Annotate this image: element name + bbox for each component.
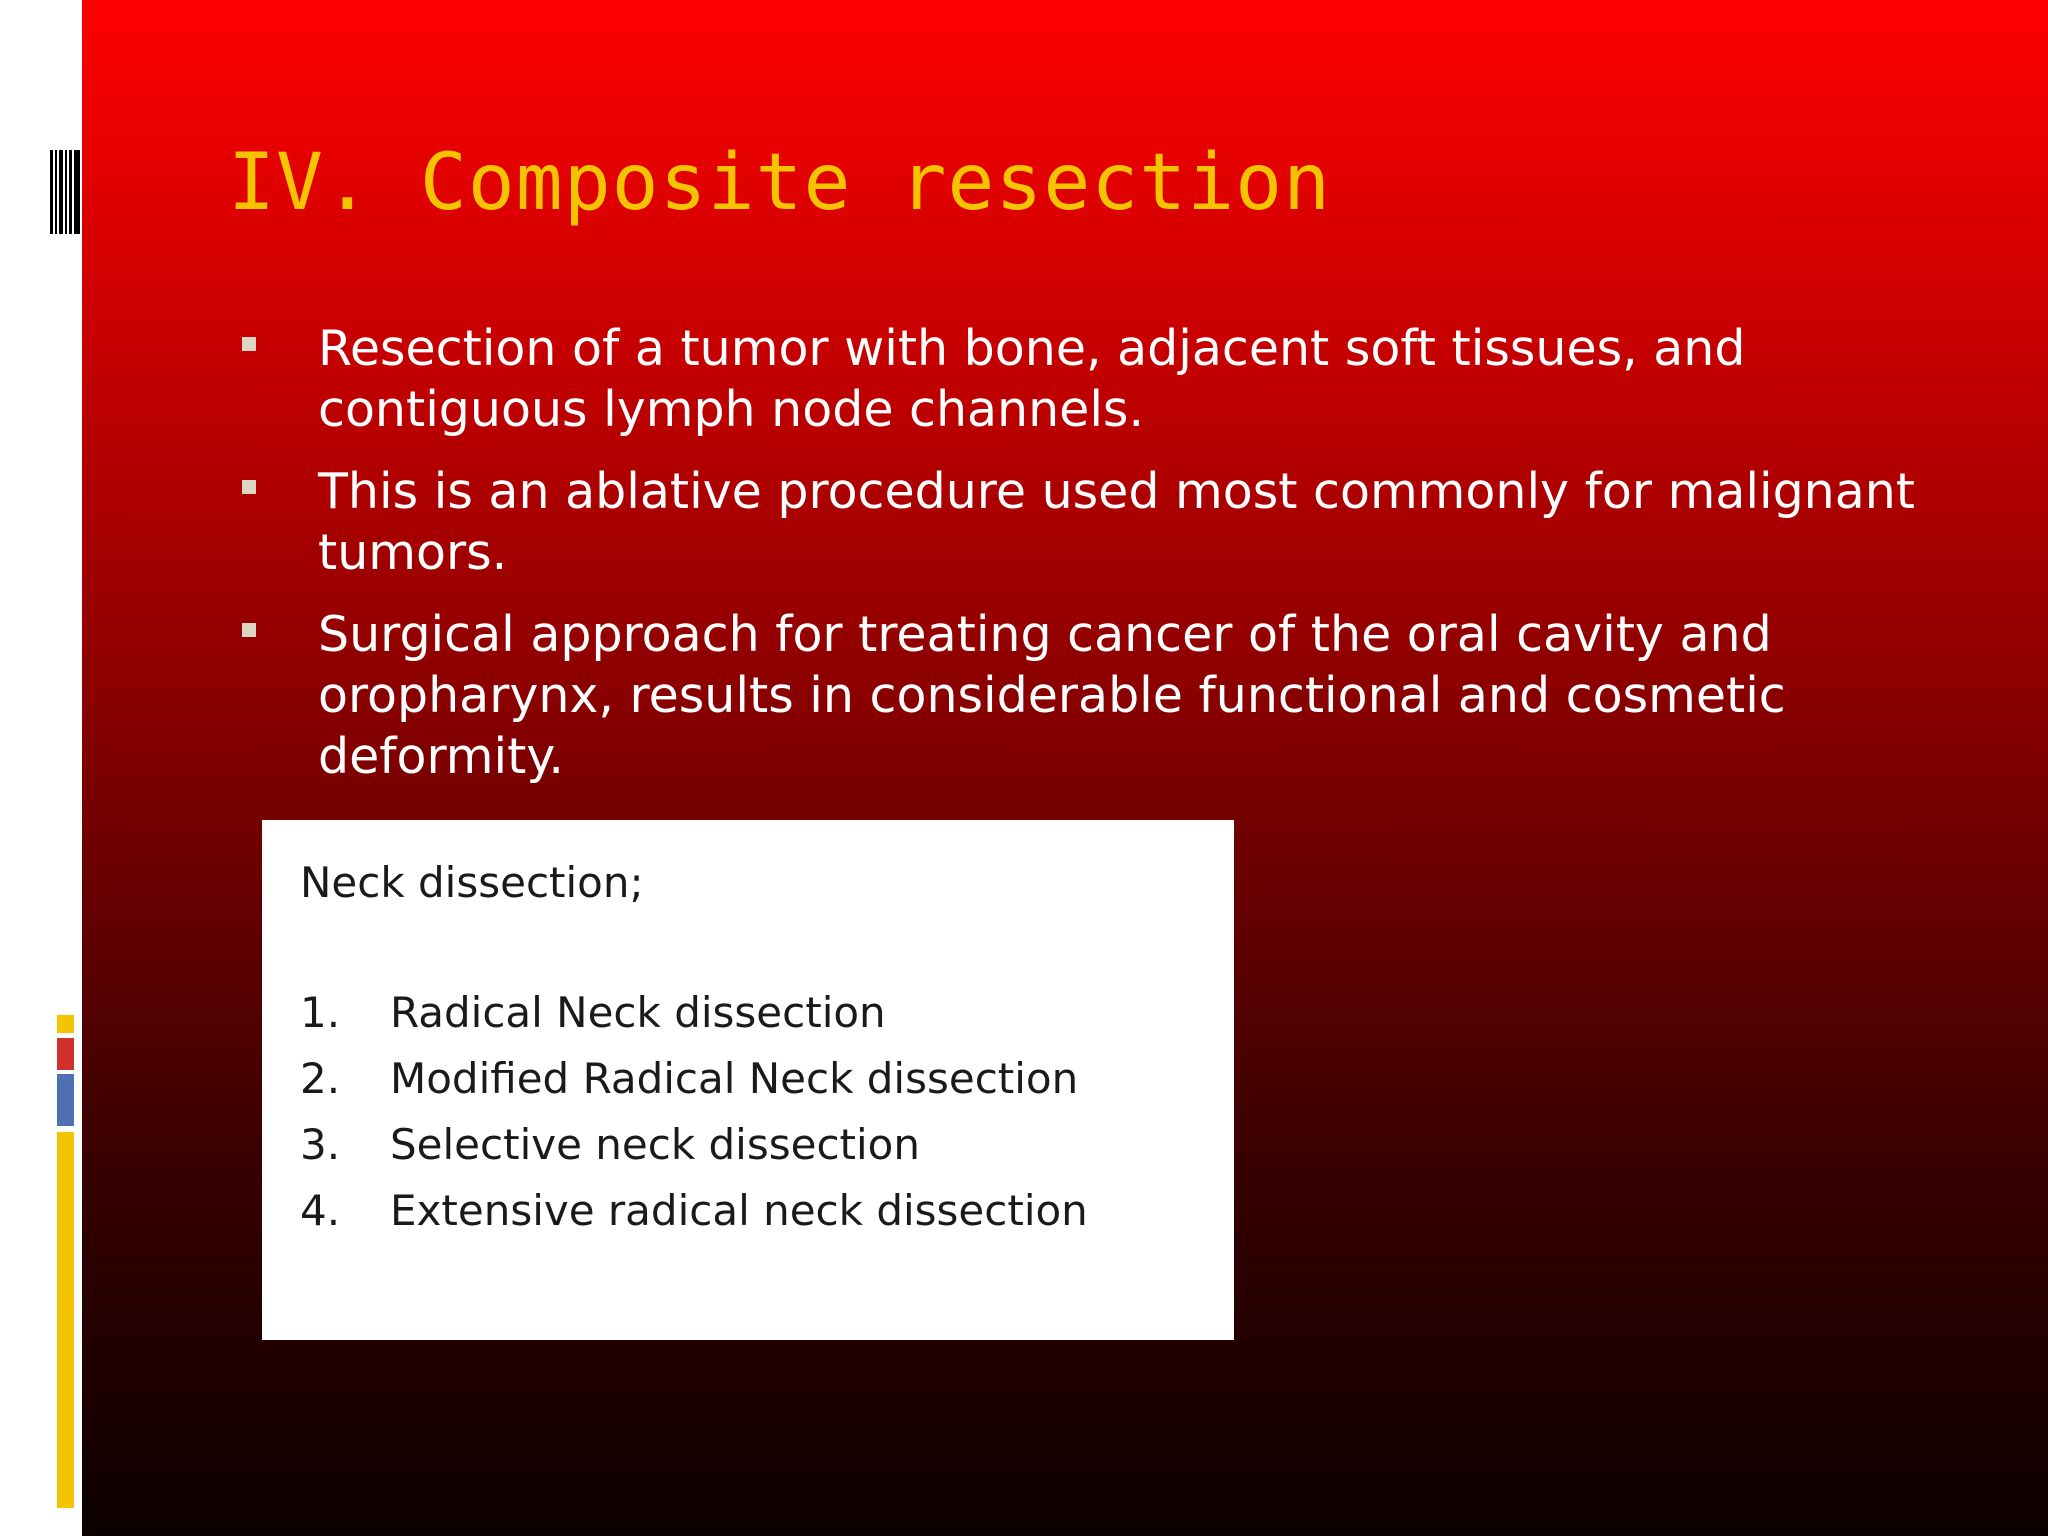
- bullet-text: This is an ablative procedure used most commonly for malignant tumors.: [318, 463, 1916, 581]
- bullet-item: [242, 318, 1942, 440]
- square-bullet-icon: [242, 623, 256, 637]
- bullet-list: [242, 318, 1942, 808]
- item-label: Radical Neck dissection: [390, 988, 886, 1037]
- item-number: 3.: [300, 1120, 341, 1169]
- neck-dissection-item: [300, 1186, 1088, 1252]
- bullet-text: Resection of a tumor with bone, adjacent soft tissues, and contiguous lymph node channels.: [318, 320, 1746, 438]
- item-number: 4.: [300, 1186, 341, 1235]
- bullet-text: Surgical approach for treating cancer of the oral cavity and oropharynx, results in considerable functional and cosmetic deformity.: [318, 606, 1786, 785]
- item-label: Selective neck dissection: [390, 1120, 920, 1169]
- slide-title: IV. Composite resection: [228, 138, 1332, 228]
- neck-dissection-item: [300, 1120, 1088, 1186]
- neck-dissection-item: [300, 988, 1088, 1054]
- left-decorative-strip: [0, 0, 82, 1536]
- item-number: 1.: [300, 988, 341, 1037]
- item-number: 2.: [300, 1054, 341, 1103]
- accent-bar-yellow-top: [57, 1015, 74, 1033]
- slide-canvas: [82, 0, 2048, 1536]
- neck-dissection-image: [262, 820, 1234, 1340]
- neck-dissection-item: [300, 1054, 1088, 1120]
- accent-bar-yellow-bottom: [57, 1132, 74, 1508]
- neck-dissection-title: Neck dissection;: [300, 858, 644, 907]
- vertical-lines-icon: [50, 150, 80, 234]
- bullet-item: [242, 461, 1942, 583]
- accent-bar-blue: [57, 1074, 74, 1126]
- neck-dissection-list: [300, 988, 1088, 1252]
- item-label: Extensive radical neck dissection: [390, 1186, 1088, 1235]
- bullet-item: [242, 604, 1942, 787]
- accent-bar-red: [57, 1038, 74, 1070]
- square-bullet-icon: [242, 480, 256, 494]
- item-label: Modified Radical Neck dissection: [390, 1054, 1079, 1103]
- square-bullet-icon: [242, 337, 256, 351]
